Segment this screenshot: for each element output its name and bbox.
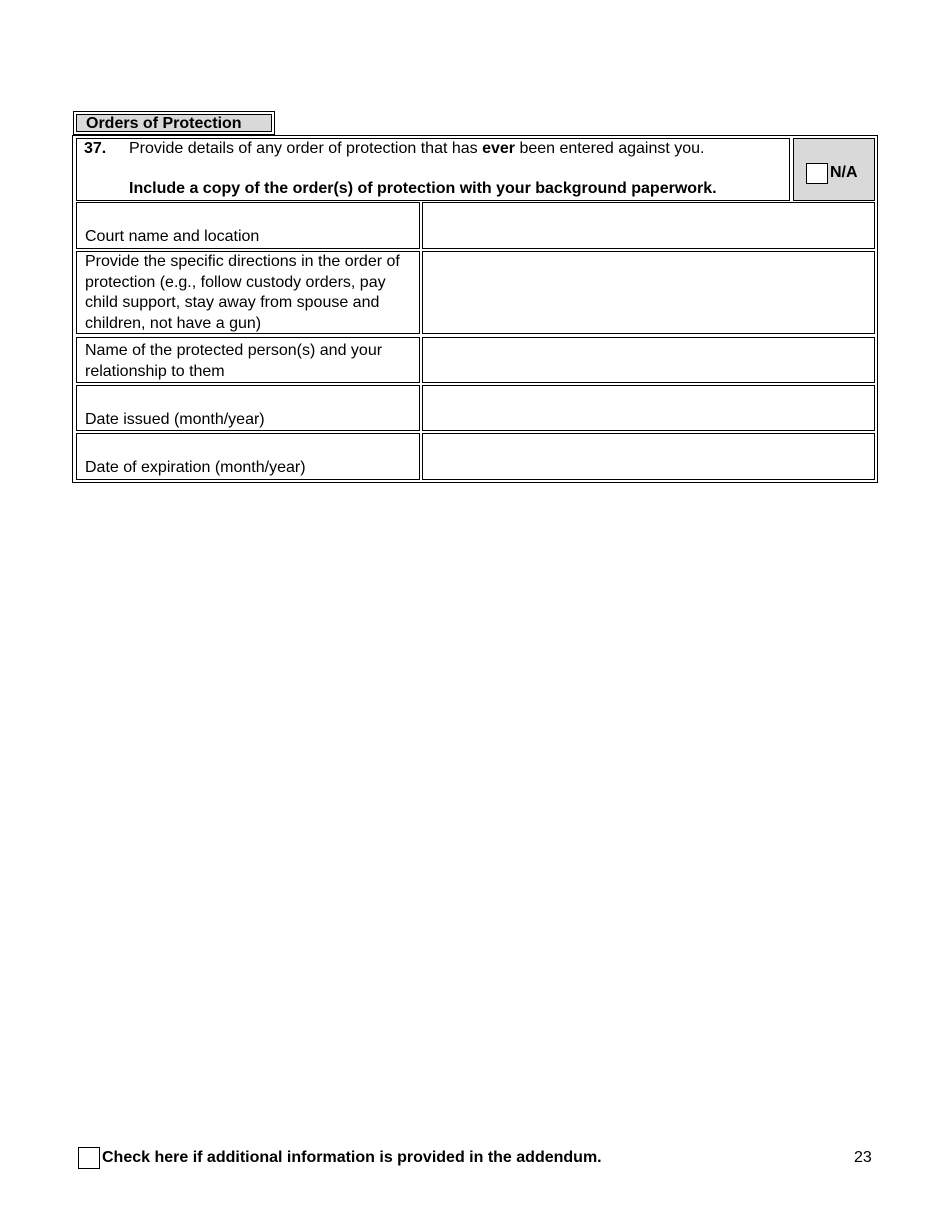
- field-input-court[interactable]: [422, 202, 875, 249]
- na-label: N/A: [830, 164, 858, 181]
- field-label-date-issued: Date issued (month/year): [85, 411, 265, 428]
- field-input-directions[interactable]: [422, 251, 875, 334]
- question-note: Include a copy of the order(s) of protection with your background paperwork.: [129, 180, 717, 197]
- na-checkbox[interactable]: [806, 163, 828, 184]
- field-label-directions: Provide the specific directions in the order of protection (e.g., follow custody orders, pay child support, stay away from spouse and children, not have a gun): [85, 253, 400, 332]
- section-title: Orders of Protection: [76, 114, 272, 132]
- field-label-protected-persons: Name of the protected person(s) and your relationship to them: [85, 342, 383, 380]
- question-text-before: Provide details of any order of protection that has: [129, 140, 483, 157]
- field-input-protected-persons[interactable]: [422, 337, 875, 383]
- addendum-checkbox[interactable]: [78, 1147, 100, 1169]
- section-tab: [73, 111, 275, 135]
- addendum-label: Check here if additional information is provided in the addendum.: [102, 1149, 602, 1166]
- field-label-date-expiration: Date of expiration (month/year): [85, 459, 306, 476]
- question-text-emphasis: ever: [482, 140, 516, 157]
- field-label-court: Court name and location: [85, 228, 260, 245]
- question-number: 37.: [84, 140, 107, 157]
- page-number: 23: [854, 1149, 872, 1166]
- question-text-after: been entered against you.: [515, 140, 705, 157]
- question-text: [129, 139, 705, 159]
- field-input-date-expiration[interactable]: [422, 433, 875, 480]
- field-input-date-issued[interactable]: [422, 385, 875, 431]
